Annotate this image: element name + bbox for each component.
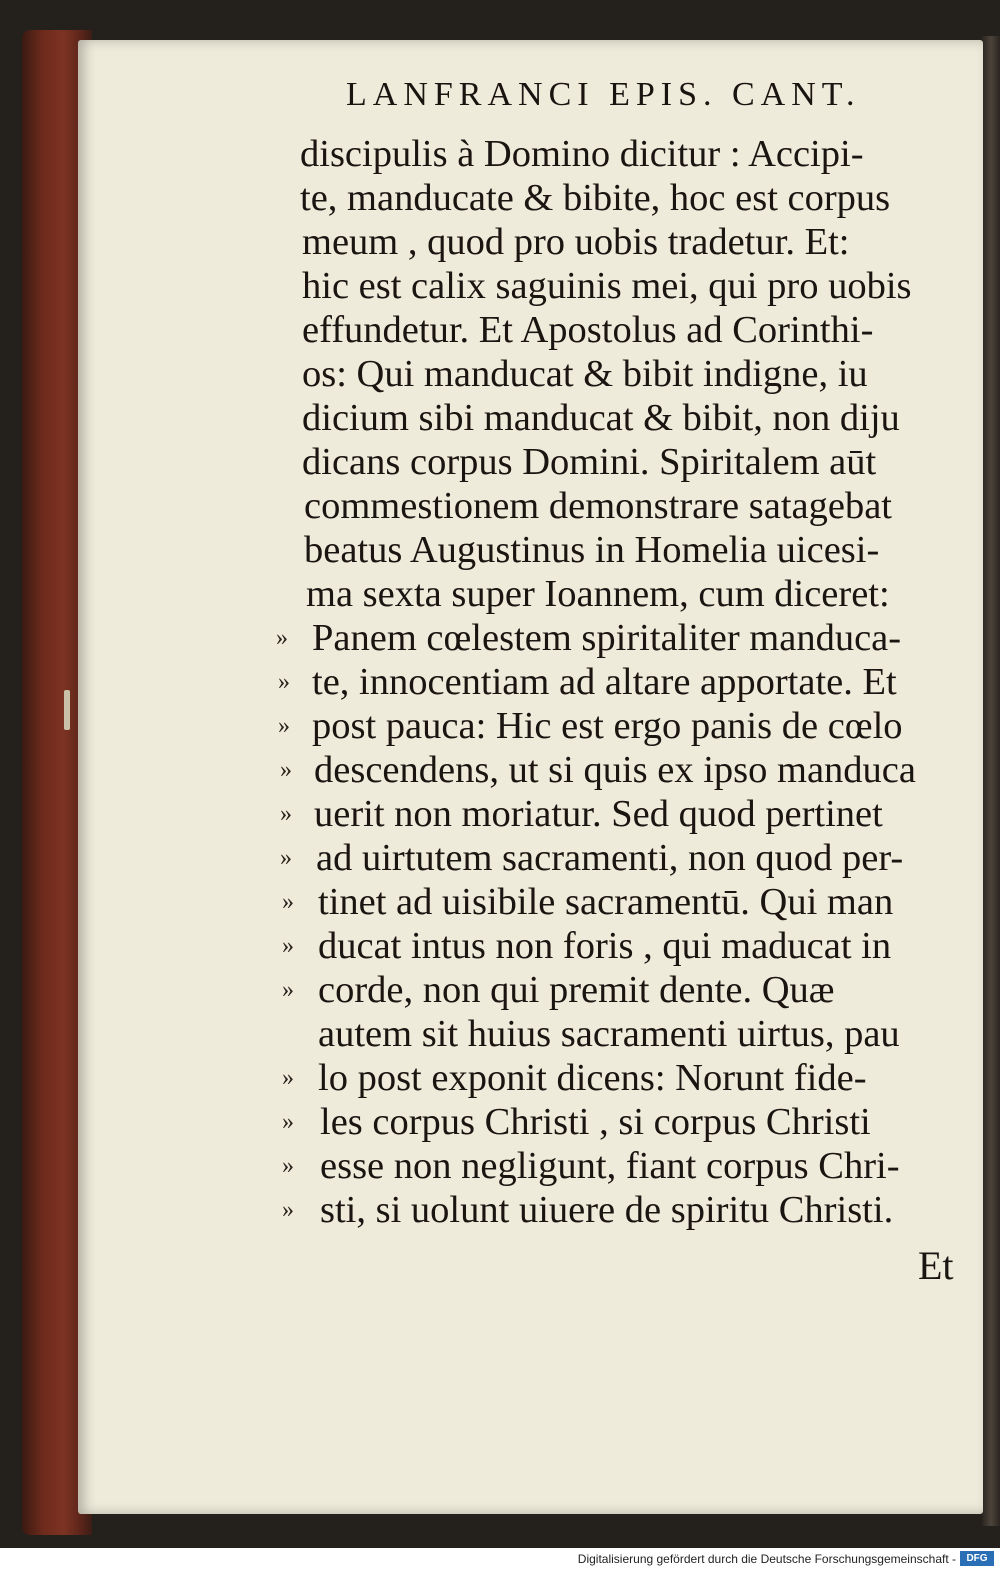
quote-mark: »: [282, 889, 294, 915]
text-line: les corpus Christi , si corpus Christi: [320, 1101, 871, 1143]
text-line: dicans corpus Domini. Spiritalem aūt: [302, 441, 877, 483]
quote-mark: »: [280, 757, 292, 783]
text-line: sti, si uolunt uiuere de spiritu Christi.: [320, 1189, 894, 1231]
text-line: autem sit huius sacramenti uirtus, pau: [318, 1013, 900, 1055]
right-page-edge: [982, 36, 1000, 1526]
dfg-logo: DFG: [960, 1551, 994, 1566]
text-line: esse non negligunt, fiant corpus Chri-: [320, 1145, 900, 1187]
text-line: tinet ad uisibile sacramentū. Qui man: [318, 881, 894, 923]
quote-mark: »: [282, 1109, 294, 1135]
text-line: ma sexta super Ioannem, cum diceret:: [306, 573, 890, 615]
quote-mark: »: [280, 845, 292, 871]
text-line: ad uirtutem sacramenti, non quod per-: [316, 837, 904, 879]
catchword: Et: [918, 1243, 954, 1288]
quote-mark: »: [280, 801, 292, 827]
text-line: hic est calix saguinis mei, qui pro uobis: [302, 265, 912, 307]
text-line: effundetur. Et Apostolus ad Corinthi-: [302, 309, 874, 351]
text-line: commestionem demonstrare satagebat: [304, 485, 892, 527]
text-line: te, manducate & bibite, hoc est corpus: [300, 177, 891, 219]
text-line: discipulis à Domino dicitur : Accipi-: [300, 133, 864, 175]
text-line: post pauca: Hic est ergo panis de cœlo: [312, 705, 903, 747]
text-line: corde, non qui premit dente. Quæ: [318, 969, 835, 1011]
quote-mark: »: [278, 713, 290, 739]
text-line: dicium sibi manducat & bibit, non diju: [302, 397, 900, 439]
quote-mark: »: [282, 1153, 294, 1179]
text-line: uerit non moriatur. Sed quod pertinet: [314, 793, 883, 835]
quote-mark: »: [276, 625, 288, 651]
edge-mark: [64, 690, 70, 730]
text-line: os: Qui manducat & bibit indigne, iu: [302, 353, 868, 395]
text-line: te, innocentiam ad altare apportate. Et: [312, 661, 897, 703]
quote-mark: »: [278, 669, 290, 695]
text-line: Panem cœlestem spiritaliter manduca-: [312, 617, 902, 659]
text-line: ducat intus non foris , qui maducat in: [318, 925, 892, 967]
quote-mark: »: [282, 977, 294, 1003]
digitization-credit: Digitalisierung gefördert durch die Deutsche Forschungsgemeinschaft -: [577, 1552, 956, 1566]
text-line: descendens, ut si quis ex ipso manduca: [314, 749, 916, 791]
text-line: meum , quod pro uobis tradetur. Et:: [302, 221, 850, 263]
text-line: beatus Augustinus in Homelia uicesi-: [304, 529, 880, 571]
quote-mark: »: [282, 933, 294, 959]
quote-mark: »: [282, 1065, 294, 1091]
quote-mark: »: [282, 1197, 294, 1223]
running-head: LANFRANCI EPIS. CANT.: [346, 76, 861, 113]
text-line: lo post exponit dicens: Norunt fide-: [318, 1057, 867, 1099]
